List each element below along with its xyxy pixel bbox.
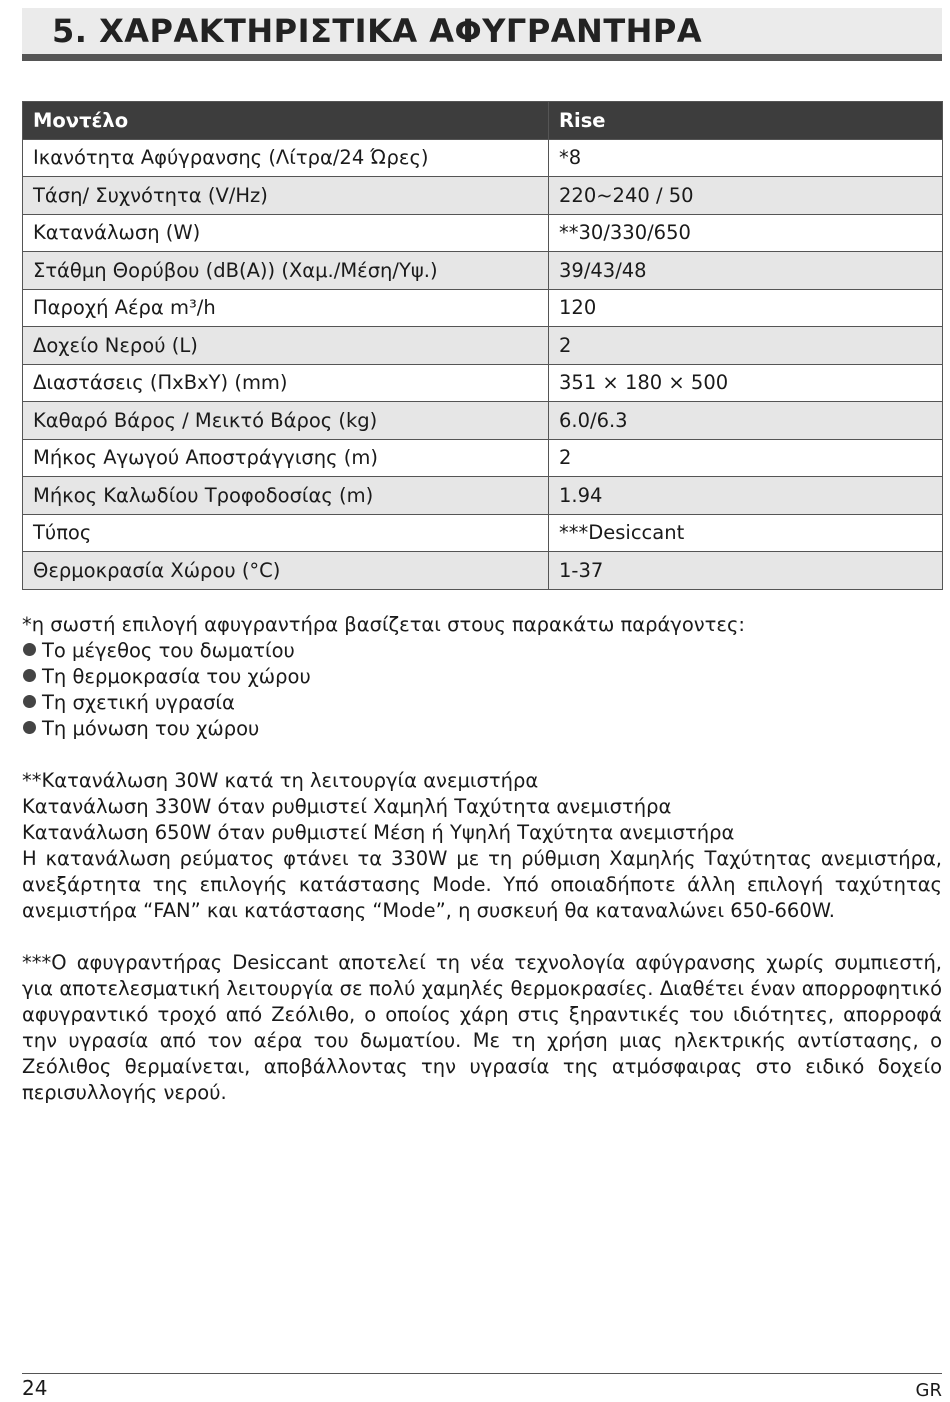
- bullet-dot-icon: [23, 669, 36, 682]
- table-row: [23, 514, 943, 552]
- notes-section: [22, 612, 942, 1106]
- factors-list: [22, 638, 942, 742]
- note3-paragraph: ***Ο αφυγραντήρας Desiccant αποτελεί τη νέα τεχνολογία αφύγρανσης χωρίς συμπιεστή, για αποτελεσματική λειτουργία σε πολύ χαμηλές θερμοκρασίες. Διαθέτει έναν απορροφητικό αφυγραντικό τροχό από Ζεόλιθο, ο οποίος χάρη στις ξηραντικές του ιδιότητες, απορροφά την υγρασία από τον αέρα του δωματίου. Με τη χρήση μιας ηλεκτρικής αντίστασης, ο Ζεόλιθος θερμαίνεται, αποβάλλοντας την υγρασία της ατμόσφαιρας στο ειδικό δοχείο περισυλλογής νερού.: [22, 951, 942, 1104]
- header-cell-model: Μοντέλο: [23, 102, 549, 140]
- spec-value: 6.0/6.3: [549, 402, 943, 440]
- spec-value: 351 × 180 × 500: [549, 364, 943, 402]
- spec-value: 2: [549, 439, 943, 477]
- spec-value: 1-37: [549, 552, 943, 590]
- list-item: [22, 638, 942, 664]
- note2-paragraph: Η κατανάλωση ρεύματος φτάνει τα 330W με τη ρύθμιση Χαμηλής Ταχύτητας ανεμιστήρα, ανεξάρτητα της επιλογής κατάστασης Mode. Υπό οποιαδήποτε άλλη επιλογή ταχύτητας ανεμιστήρα “FAN” και κατάστασης “Mode”, η συσκευή θα καταναλώνει 650-660W.: [22, 847, 942, 922]
- spec-value: 2: [549, 327, 943, 365]
- spec-label: Δοχείο Νερού (L): [23, 327, 549, 365]
- list-item-text: Το μέγεθος του δωματίου: [42, 639, 295, 662]
- spec-label: Ικανότητα Αφύγρανσης (Λίτρα/24 Ώρες): [23, 139, 549, 177]
- header-cell-model-value: Rise: [549, 102, 943, 140]
- note2-line1: **Κατανάλωση 30W κατά τη λειτουργία ανεμιστήρα: [22, 769, 539, 792]
- table-row: [23, 364, 943, 402]
- spec-label: Θερμοκρασία Χώρου (°C): [23, 552, 549, 590]
- spec-label: Κατανάλωση (W): [23, 214, 549, 252]
- table-row: [23, 327, 943, 365]
- note2-line2: Κατανάλωση 330W όταν ρυθμιστεί Χαμηλή Ταχύτητα ανεμιστήρα: [22, 795, 672, 818]
- list-item-text: Τη θερμοκρασία του χώρου: [42, 665, 311, 688]
- spec-value: **30/330/650: [549, 214, 943, 252]
- spec-label: Μήκος Αγωγού Αποστράγγισης (m): [23, 439, 549, 477]
- table-row: [23, 139, 943, 177]
- list-item: [22, 664, 942, 690]
- table-header-row: [23, 102, 943, 140]
- bullet-dot-icon: [23, 721, 36, 734]
- spec-label: Στάθμη Θορύβου (dB(A)) (Χαμ./Μέση/Υψ.): [23, 252, 549, 290]
- table-row: [23, 477, 943, 515]
- spec-label: Παροχή Αέρα m³/h: [23, 289, 549, 327]
- spec-label: Καθαρό Βάρος / Μεικτό Βάρος (kg): [23, 402, 549, 440]
- spec-value: 1.94: [549, 477, 943, 515]
- spec-value: 39/43/48: [549, 252, 943, 290]
- list-item: [22, 716, 942, 742]
- specs-table: [22, 101, 943, 590]
- table-row: [23, 252, 943, 290]
- spec-value: ***Desiccant: [549, 514, 943, 552]
- spec-value: *8: [549, 139, 943, 177]
- page-number: 24: [22, 1376, 48, 1400]
- spec-value: 220~240 / 50: [549, 177, 943, 215]
- list-item: [22, 690, 942, 716]
- bullet-dot-icon: [23, 643, 36, 656]
- table-row: [23, 289, 943, 327]
- list-item-text: Τη σχετική υγρασία: [42, 691, 235, 714]
- footer-divider: [22, 1373, 942, 1374]
- language-code: GR: [915, 1380, 942, 1401]
- spec-label: Μήκος Καλωδίου Τροφοδοσίας (m): [23, 477, 549, 515]
- note2-line3: Κατανάλωση 650W όταν ρυθμιστεί Μέση ή Υψηλή Ταχύτητα ανεμιστήρα: [22, 821, 735, 844]
- section-title-bar: [22, 8, 942, 61]
- list-item-text: Τη μόνωση του χώρου: [42, 717, 260, 740]
- table-row: [23, 402, 943, 440]
- spec-label: Διαστάσεις (ΠxΒxΥ) (mm): [23, 364, 549, 402]
- table-row: [23, 439, 943, 477]
- note1-intro: *η σωστή επιλογή αφυγραντήρα βασίζεται στους παρακάτω παράγοντες:: [22, 613, 745, 636]
- table-row: [23, 177, 943, 215]
- bullet-dot-icon: [23, 695, 36, 708]
- section-title: 5. ΧΑΡΑΚΤΗΡΙΣΤΙΚΑ ΑΦΥΓΡΑΝΤΗΡΑ: [52, 12, 703, 50]
- spec-label: Τάση/ Συχνότητα (V/Hz): [23, 177, 549, 215]
- table-row: [23, 214, 943, 252]
- table-row: [23, 552, 943, 590]
- spec-value: 120: [549, 289, 943, 327]
- spec-label: Τύπος: [23, 514, 549, 552]
